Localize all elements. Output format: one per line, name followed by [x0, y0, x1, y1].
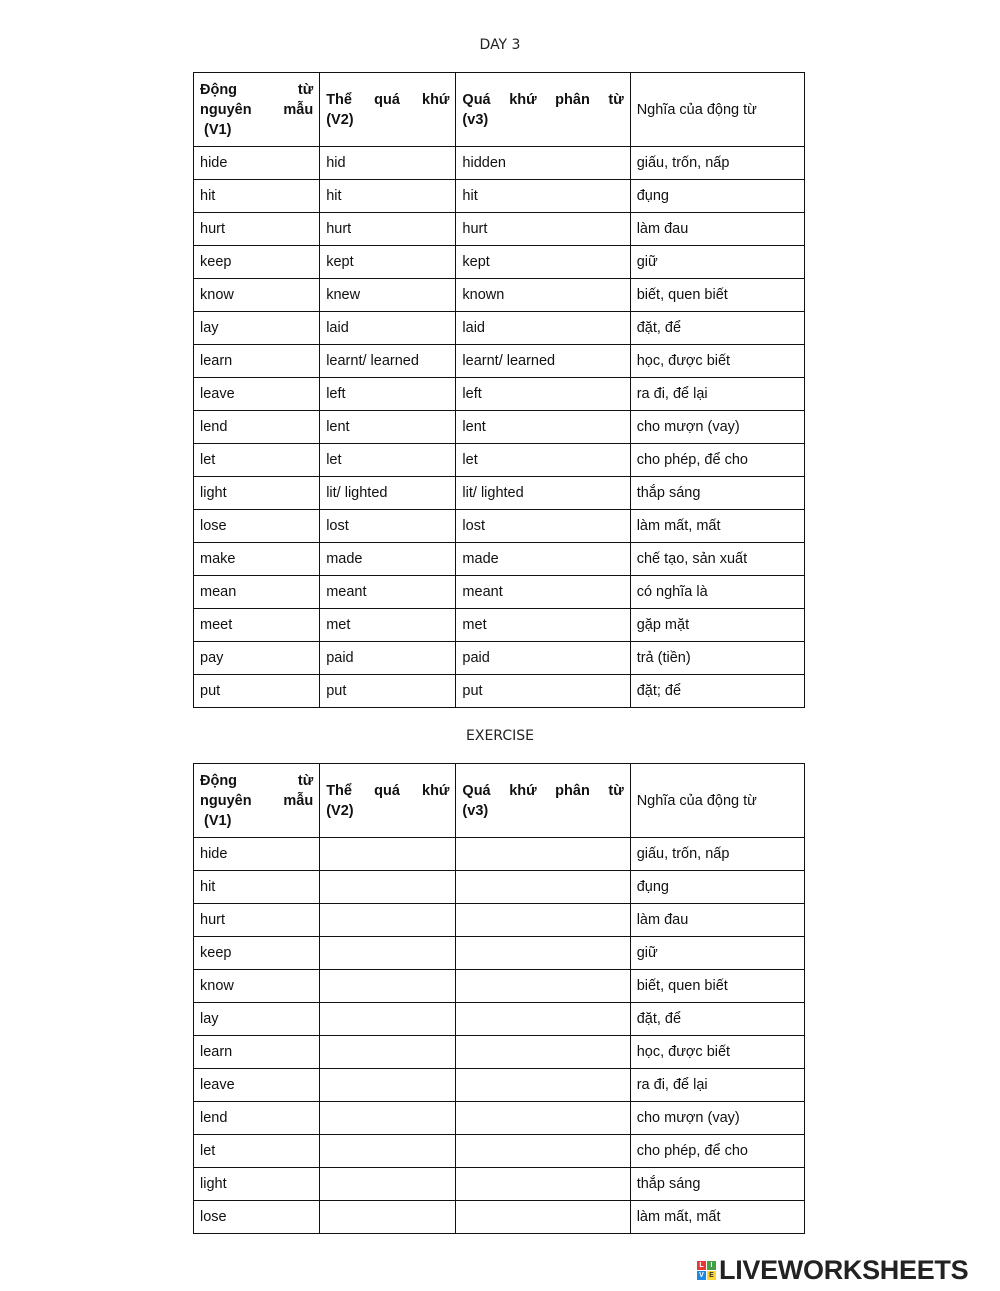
header-line	[200, 100, 313, 120]
verb-table-header-v2	[320, 73, 456, 147]
header-word: từ	[297, 772, 314, 789]
cell-v1: put	[194, 675, 320, 708]
cell-v1: hide	[194, 838, 320, 871]
cell-v2: knew	[320, 279, 456, 312]
cell-meaning: đụng	[630, 180, 804, 213]
answer-input-v2[interactable]	[320, 1069, 456, 1102]
answer-input-v3[interactable]	[456, 1102, 630, 1135]
cell-v3: known	[456, 279, 630, 312]
cell-v1: hit	[194, 871, 320, 904]
answer-input-v2[interactable]	[320, 1102, 456, 1135]
cell-v1: learn	[194, 345, 320, 378]
header-word: khứ	[422, 782, 450, 799]
exercise-row	[194, 838, 805, 871]
cell-v1: hit	[194, 180, 320, 213]
cell-v3: let	[456, 444, 630, 477]
cell-v1: lend	[194, 411, 320, 444]
exercise-table-header-row	[194, 764, 805, 838]
cell-v1: lay	[194, 312, 320, 345]
answer-input-v3[interactable]	[456, 1135, 630, 1168]
cell-meaning: chế tạo, sản xuất	[630, 543, 804, 576]
header-line	[200, 771, 313, 791]
cell-v2: paid	[320, 642, 456, 675]
header-word: từ	[297, 81, 314, 98]
table-row	[194, 543, 805, 576]
cell-v3: paid	[456, 642, 630, 675]
header-word: Thể	[326, 91, 352, 108]
cell-v2: hit	[320, 180, 456, 213]
cell-meaning: học, được biết	[630, 1036, 804, 1069]
cell-meaning: đặt, để	[630, 1003, 804, 1036]
logo-letter: E	[707, 1271, 716, 1280]
header-word: mẫu	[283, 792, 314, 809]
cell-v1: light	[194, 477, 320, 510]
cell-meaning: thắp sáng	[630, 1168, 804, 1201]
logo-letter: I	[707, 1261, 716, 1270]
table-row	[194, 279, 805, 312]
answer-input-v3[interactable]	[456, 1036, 630, 1069]
logo-letter: L	[697, 1261, 706, 1270]
cell-v1: leave	[194, 378, 320, 411]
cell-meaning: giữ	[630, 246, 804, 279]
cell-meaning: đặt, để	[630, 312, 804, 345]
cell-v1: lose	[194, 510, 320, 543]
header-line	[200, 80, 313, 100]
cell-meaning: biết, quen biết	[630, 970, 804, 1003]
exercise-row	[194, 1102, 805, 1135]
header-word: Động	[200, 81, 238, 98]
header-word: (v3)	[462, 111, 489, 128]
cell-v1: learn	[194, 1036, 320, 1069]
answer-input-v3[interactable]	[456, 1168, 630, 1201]
exercise-row	[194, 1036, 805, 1069]
header-word: (v3)	[462, 802, 489, 819]
answer-input-v3[interactable]	[456, 1069, 630, 1102]
cell-v2: let	[320, 444, 456, 477]
cell-v2: put	[320, 675, 456, 708]
header-word: phân	[555, 91, 590, 108]
exercise-row	[194, 1069, 805, 1102]
cell-meaning: giấu, trốn, nấp	[630, 147, 804, 180]
cell-v1: mean	[194, 576, 320, 609]
answer-input-v2[interactable]	[320, 970, 456, 1003]
cell-v2: met	[320, 609, 456, 642]
table-row	[194, 642, 805, 675]
answer-input-v3[interactable]	[456, 871, 630, 904]
exercise-row	[194, 937, 805, 970]
liveworksheets-logo	[697, 1254, 968, 1286]
table-row	[194, 345, 805, 378]
header-word: (V2)	[326, 111, 354, 128]
exercise-row	[194, 1168, 805, 1201]
cell-v2: made	[320, 543, 456, 576]
cell-meaning: đặt; để	[630, 675, 804, 708]
cell-meaning: cho mượn (vay)	[630, 411, 804, 444]
cell-v1: hide	[194, 147, 320, 180]
cell-v1: know	[194, 279, 320, 312]
cell-v1: lay	[194, 1003, 320, 1036]
cell-v3: lit/ lighted	[456, 477, 630, 510]
cell-v2: lost	[320, 510, 456, 543]
table-row	[194, 444, 805, 477]
cell-meaning: có nghĩa là	[630, 576, 804, 609]
answer-input-v2[interactable]	[320, 838, 456, 871]
header-word: quá	[374, 782, 400, 799]
exercise-table-header-meaning: Nghĩa của động từ	[630, 764, 804, 838]
table-row	[194, 576, 805, 609]
exercise-row	[194, 904, 805, 937]
logo-text: LIVEWORKSHEETS	[719, 1254, 969, 1285]
header-line	[326, 781, 449, 801]
exercise-title: EXERCISE	[466, 728, 534, 744]
exercise-table-header-v1	[194, 764, 320, 838]
answer-input-v2[interactable]	[320, 1003, 456, 1036]
table-row	[194, 147, 805, 180]
answer-input-v2[interactable]	[320, 904, 456, 937]
header-line	[462, 90, 623, 110]
exercise-table-header-v3	[456, 764, 630, 838]
header-word: Quá	[462, 782, 491, 799]
header-word: (V1)	[204, 121, 232, 138]
header-word: (V2)	[326, 802, 354, 819]
answer-input-v2[interactable]	[320, 1135, 456, 1168]
header-word: mẫu	[283, 101, 314, 118]
header-word: từ	[608, 91, 624, 108]
cell-meaning: gặp mặt	[630, 609, 804, 642]
cell-v1: leave	[194, 1069, 320, 1102]
cell-v1: lend	[194, 1102, 320, 1135]
exercise-row	[194, 1201, 805, 1234]
cell-v3: met	[456, 609, 630, 642]
header-word: khứ	[509, 91, 537, 108]
answer-input-v2[interactable]	[320, 937, 456, 970]
header-word: quá	[374, 91, 400, 108]
cell-v1: meet	[194, 609, 320, 642]
cell-v3: laid	[456, 312, 630, 345]
cell-v1: hurt	[194, 904, 320, 937]
header-word: Quá	[462, 91, 491, 108]
answer-input-v2[interactable]	[320, 871, 456, 904]
header-word: từ	[608, 782, 624, 799]
header-word: (V1)	[204, 812, 232, 829]
cell-meaning: giấu, trốn, nấp	[630, 838, 804, 871]
cell-meaning: làm đau	[630, 904, 804, 937]
cell-meaning: ra đi, để lại	[630, 1069, 804, 1102]
cell-v1: pay	[194, 642, 320, 675]
header-word: Động	[200, 772, 238, 789]
cell-v1: keep	[194, 246, 320, 279]
cell-v3: made	[456, 543, 630, 576]
verb-table	[193, 72, 805, 708]
answer-input-v3[interactable]	[456, 1201, 630, 1234]
exercise-row	[194, 871, 805, 904]
cell-v3: lost	[456, 510, 630, 543]
header-word: khứ	[509, 782, 537, 799]
answer-input-v2[interactable]	[320, 1036, 456, 1069]
exercise-table-header-v2	[320, 764, 456, 838]
header-word: khứ	[422, 91, 450, 108]
header-word: phân	[555, 782, 590, 799]
cell-v1: let	[194, 444, 320, 477]
liveworksheets-logo-icon	[697, 1261, 716, 1280]
cell-v3: learnt/ learned	[456, 345, 630, 378]
page-title: DAY 3	[479, 37, 521, 53]
cell-v1: make	[194, 543, 320, 576]
cell-meaning: cho mượn (vay)	[630, 1102, 804, 1135]
cell-meaning: làm mất, mất	[630, 1201, 804, 1234]
cell-meaning: giữ	[630, 937, 804, 970]
table-row	[194, 609, 805, 642]
cell-v2: laid	[320, 312, 456, 345]
cell-meaning: học, được biết	[630, 345, 804, 378]
header-line	[462, 781, 623, 801]
answer-input-v3[interactable]	[456, 1003, 630, 1036]
cell-meaning: thắp sáng	[630, 477, 804, 510]
exercise-table	[193, 763, 805, 1234]
logo-letter: V	[697, 1271, 706, 1280]
cell-meaning: trả (tiền)	[630, 642, 804, 675]
cell-v3: hurt	[456, 213, 630, 246]
header-line	[200, 791, 313, 811]
cell-v1: keep	[194, 937, 320, 970]
cell-v2: hurt	[320, 213, 456, 246]
cell-v3: meant	[456, 576, 630, 609]
cell-v2: kept	[320, 246, 456, 279]
cell-v1: lose	[194, 1201, 320, 1234]
cell-v1: let	[194, 1135, 320, 1168]
table-row	[194, 246, 805, 279]
verb-table-header-meaning: Nghĩa của động từ	[630, 73, 804, 147]
verb-table-header-row	[194, 73, 805, 147]
table-row	[194, 378, 805, 411]
header-line	[326, 90, 449, 110]
cell-meaning: đụng	[630, 871, 804, 904]
cell-v3: lent	[456, 411, 630, 444]
answer-input-v3[interactable]	[456, 904, 630, 937]
answer-input-v3[interactable]	[456, 838, 630, 871]
cell-v1: hurt	[194, 213, 320, 246]
exercise-row	[194, 1003, 805, 1036]
cell-v2: lit/ lighted	[320, 477, 456, 510]
exercise-row	[194, 970, 805, 1003]
cell-v1: know	[194, 970, 320, 1003]
cell-v2: lent	[320, 411, 456, 444]
header-word: nguyên	[200, 101, 252, 118]
table-row	[194, 510, 805, 543]
table-row	[194, 312, 805, 345]
table-row	[194, 180, 805, 213]
answer-input-v3[interactable]	[456, 970, 630, 1003]
verb-table-header-v3	[456, 73, 630, 147]
cell-v2: meant	[320, 576, 456, 609]
table-row	[194, 675, 805, 708]
cell-meaning: biết, quen biết	[630, 279, 804, 312]
table-row	[194, 213, 805, 246]
cell-v3: kept	[456, 246, 630, 279]
cell-v3: put	[456, 675, 630, 708]
cell-v2: learnt/ learned	[320, 345, 456, 378]
header-word: Thể	[326, 782, 352, 799]
cell-v3: hit	[456, 180, 630, 213]
header-word: nguyên	[200, 792, 252, 809]
answer-input-v2[interactable]	[320, 1168, 456, 1201]
cell-v2: left	[320, 378, 456, 411]
cell-v1: light	[194, 1168, 320, 1201]
verb-table-header-v1	[194, 73, 320, 147]
cell-meaning: ra đi, để lại	[630, 378, 804, 411]
exercise-row	[194, 1135, 805, 1168]
cell-meaning: cho phép, để cho	[630, 1135, 804, 1168]
cell-v3: hidden	[456, 147, 630, 180]
cell-meaning: cho phép, để cho	[630, 444, 804, 477]
cell-meaning: làm mất, mất	[630, 510, 804, 543]
answer-input-v2[interactable]	[320, 1201, 456, 1234]
cell-v2: hid	[320, 147, 456, 180]
cell-meaning: làm đau	[630, 213, 804, 246]
cell-v3: left	[456, 378, 630, 411]
answer-input-v3[interactable]	[456, 937, 630, 970]
table-row	[194, 477, 805, 510]
table-row	[194, 411, 805, 444]
